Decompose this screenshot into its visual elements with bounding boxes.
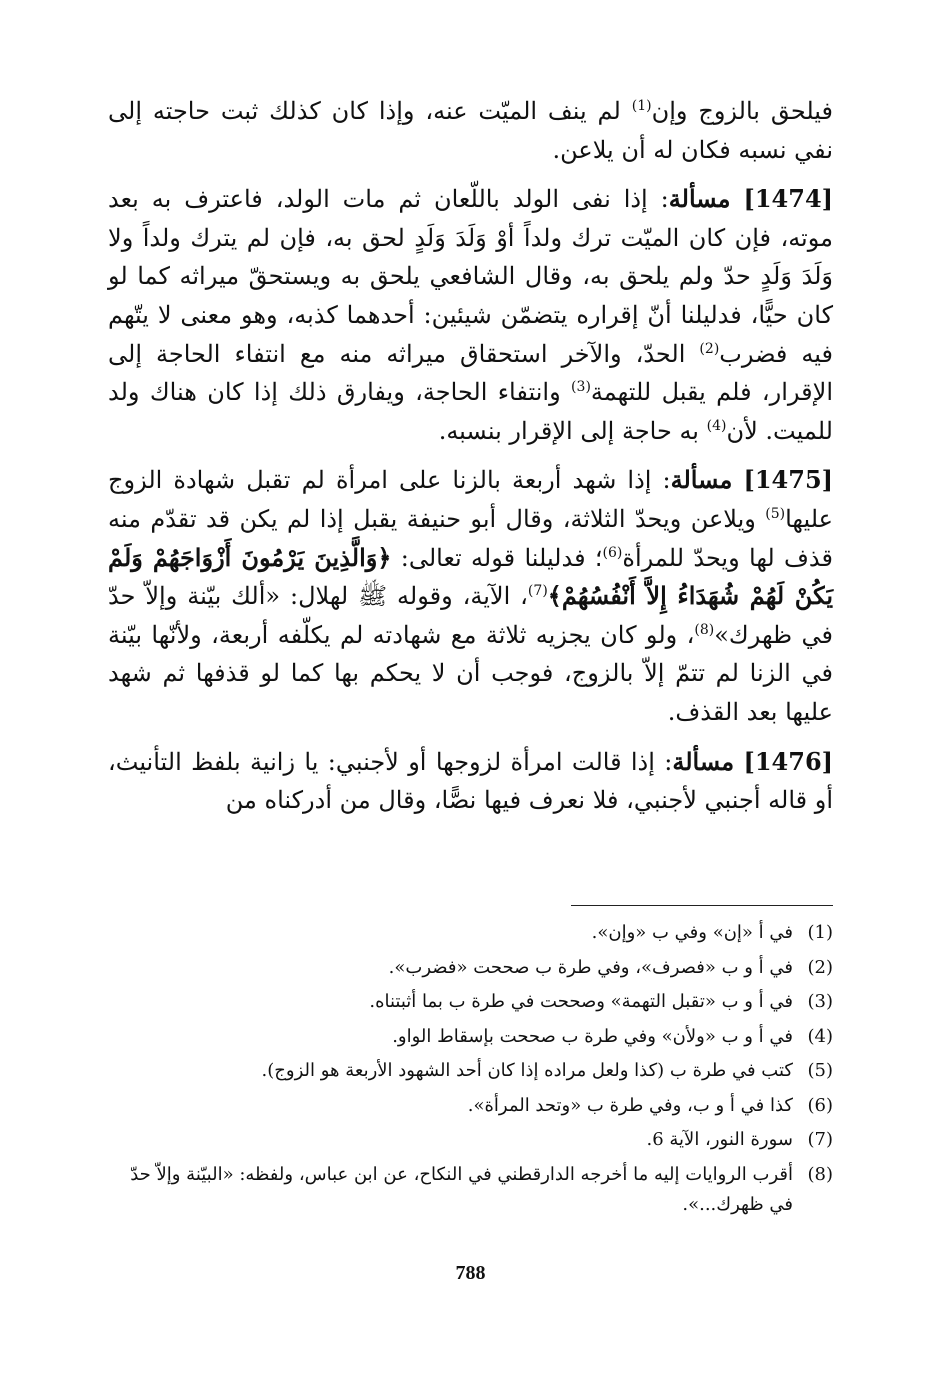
text-run: فيلحق بالزوج وإن <box>651 97 833 125</box>
text-run: : إذا شهد أربعة بالزنا على امرأة لم تقبل شهادة الزوج عليها <box>108 466 833 533</box>
footnote-item <box>108 1160 833 1220</box>
issue-1475 <box>108 461 833 731</box>
footnote-ref: (5) <box>765 505 786 522</box>
footnote-item <box>108 1022 833 1052</box>
footnote-number: (2) <box>807 956 833 978</box>
footnote-ref: (4) <box>706 417 727 434</box>
main-text <box>108 92 833 831</box>
footnote-text: في أ و ب «تقبل التهمة» وصححت في طرة ب بما أثبتناه. <box>369 991 793 1012</box>
issue-label: مسألة <box>670 465 733 495</box>
text-run: لم ينف الميّت عنه، وإذا كان كذلك ثبت حاجته إلى نفي نسبه فكان له أن يلاعن. <box>108 97 833 164</box>
text-run: ويلاعن ويحدّ الثلاثة، وقال أبو حنيفة يقبل إذا لم يكن قد تقدّم منه قذف لها ويحدّ للمرأة <box>108 504 833 572</box>
footnote-text: أقرب الروايات إليه ما أخرجه الدارقطني في النكاح، عن ابن عباس، ولفظه: «البيّنة وإلاّ حدّ في ظهرك...». <box>130 1163 793 1215</box>
issue-1474 <box>108 180 833 450</box>
footnote-number: (1) <box>807 922 833 943</box>
text-run: : إذا قالت امرأة لزوجها أو لأجنبي: يا زانية بلفظ التأنيث، أو قاله أجنبي لأجنبي، فلا نعرف فيها نصًّا، وقال من أدركناه من <box>108 747 833 815</box>
paragraph-continuation <box>108 92 833 169</box>
footnote-number: (5) <box>807 1060 833 1081</box>
text-run: به حاجة إلى الإقرار بنسبه. <box>438 416 707 445</box>
footnote-item <box>108 1125 833 1155</box>
footnote-number: (8) <box>807 1163 833 1185</box>
footnote-text: سورة النور، الآية 6. <box>646 1129 793 1150</box>
footnote-number: (4) <box>807 1025 833 1047</box>
footnote-ref: (6) <box>602 544 623 561</box>
page-number: 788 <box>455 1262 486 1284</box>
footnote-item <box>108 953 833 983</box>
issue-label: مسألة <box>668 184 731 214</box>
text-run: ، ولو كان يجزيه ثلاثة مع شهادته لم يكلّفه أربعة، ولأنّها بيّنة في الزنا لم تتمّ إلاّ بالزوج، فوجب أن لا يحكم بها كما لو قذفها ثم شهد عليها بعد القذف. <box>108 620 833 726</box>
footnote-number: (6) <box>807 1094 833 1116</box>
footnote-ref: (3) <box>571 379 591 396</box>
quran-verse: ﴿وَالَّذِينَ يَرْمُونَ أَزْوَاجَهُمْ وَلَمْ يَكُنْ لَهُمْ شُهَدَاءُ إِلاَّ أَنْفُسُهُمْ﴾ <box>108 542 833 611</box>
footnote-number: (7) <box>807 1129 833 1150</box>
text-run: الحدّ، والآخر استحقاق ميراثه منه مع انتفاء الحاجة إلى الإقرار، فلم يقبل للتهمة <box>108 339 833 407</box>
footnote-ref: (1) <box>631 98 652 114</box>
footnote-item <box>108 987 833 1017</box>
issue-number: [1474] <box>743 184 833 214</box>
text-run: ، الآية، وقوله ﷺ لهلال: «ألك بيّنة وإلاّ حدّ في ظهرك» <box>108 582 833 649</box>
footnote-text: في أ «إن» وفي ب «وإن». <box>591 922 793 943</box>
text-run: وانتفاء الحاجة، ويفارق ذلك إذا كان هناك ولد للميت. لأن <box>108 378 833 445</box>
footnote-ref: (2) <box>699 340 720 357</box>
footnote-text: في أ و ب «فصرف»، وفي طرة ب صححت «فضرب». <box>388 956 793 978</box>
text-run: : إذا نفى الولد باللّعان ثم مات الولد، فاعترف به بعد موته، فإن كان الميّت ترك ولداً أوْ وَلَدَ وَلَدٍ لحق به، فإن لم يترك ولداً ولا وَلَدَ وَلَدٍ حدّ ولم يلحق به، وقال الشافعي يلحق به ويستحقّ ميراثه كما لو كان حيًّا، فدليلنا أنّ إقراره يتضمّن شيئين: أحدهما كذبه، وهو معنى لا يتّهم فيه فضرب <box>108 185 833 368</box>
footnote-text: في أ و ب «ولأن» وفي طرة ب صححت بإسقاط الواو. <box>392 1025 793 1047</box>
footnote-item <box>108 1091 833 1121</box>
footnotes <box>108 918 833 1224</box>
footnote-divider <box>571 905 833 906</box>
footnote-ref: (8) <box>694 621 715 638</box>
text-run: ؛ فدليلنا قوله تعالى: <box>391 543 603 572</box>
footnote-text: كذا في أ و ب، وفي طرة ب «وتحد المرأة». <box>467 1094 793 1116</box>
issue-number: [1475] <box>743 465 833 495</box>
issue-label: مسألة <box>672 746 735 776</box>
issue-number: [1476] <box>743 746 833 776</box>
footnote-number: (3) <box>807 991 833 1012</box>
issue-1476 <box>108 743 833 820</box>
footnote-text: كتب في طرة ب (كذا ولعل مراده إذا كان أحد الشهود الأربعة هو الزوج). <box>261 1060 793 1081</box>
footnote-item <box>108 1056 833 1086</box>
footnote-item <box>108 918 833 948</box>
footnote-ref: (7) <box>527 583 548 600</box>
